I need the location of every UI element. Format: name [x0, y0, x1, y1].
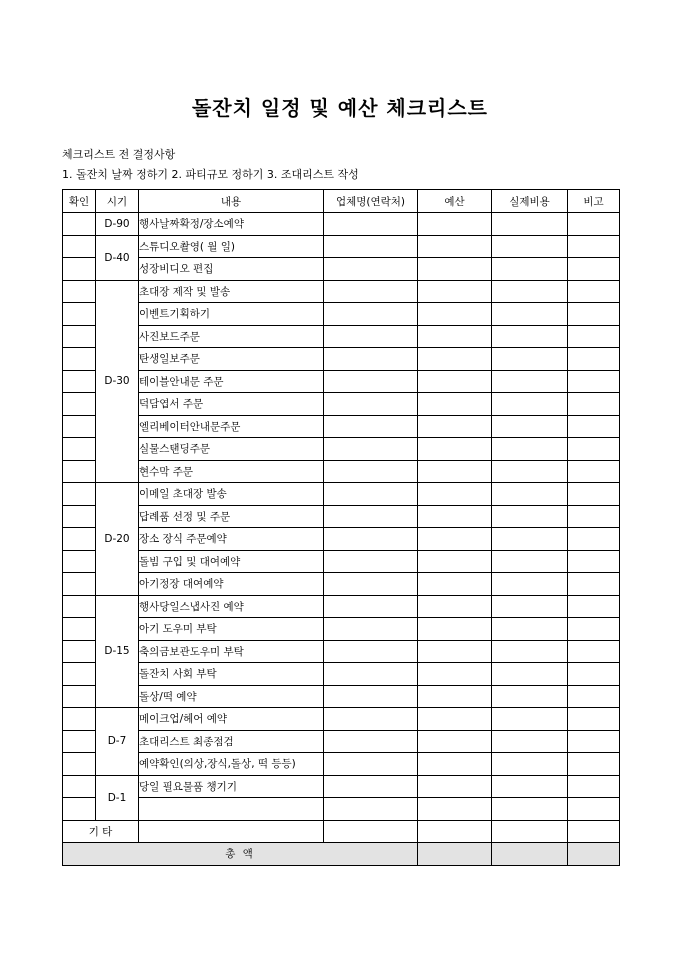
check-cell[interactable]: [63, 213, 96, 236]
check-cell[interactable]: [63, 235, 96, 258]
vendor-cell[interactable]: [324, 618, 418, 641]
budget-cell[interactable]: [418, 348, 492, 371]
vendor-cell[interactable]: [324, 348, 418, 371]
check-cell[interactable]: [63, 370, 96, 393]
actual-cell[interactable]: [492, 663, 568, 686]
task-cell[interactable]: [139, 820, 324, 843]
actual-cell[interactable]: [492, 798, 568, 821]
table-row: [63, 685, 620, 708]
budget-cell[interactable]: [418, 415, 492, 438]
actual-cell[interactable]: [492, 595, 568, 618]
header-budget: 예산: [418, 190, 492, 213]
actual-cell[interactable]: [492, 753, 568, 776]
remarks-cell[interactable]: [568, 753, 620, 776]
remarks-cell[interactable]: [568, 303, 620, 326]
total-remarks-cell[interactable]: [568, 843, 620, 866]
budget-cell[interactable]: [418, 550, 492, 573]
table-row: [63, 325, 620, 348]
period-cell: D-90: [96, 213, 139, 236]
table-row: [63, 550, 620, 573]
actual-cell[interactable]: [492, 775, 568, 798]
budget-cell[interactable]: [418, 753, 492, 776]
header-remarks: 비고: [568, 190, 620, 213]
table-row: [63, 370, 620, 393]
remarks-cell[interactable]: [568, 640, 620, 663]
actual-cell[interactable]: [492, 303, 568, 326]
check-cell[interactable]: [63, 348, 96, 371]
remarks-cell[interactable]: [568, 685, 620, 708]
remarks-cell[interactable]: [568, 595, 620, 618]
vendor-cell[interactable]: [324, 258, 418, 281]
check-cell[interactable]: [63, 415, 96, 438]
task-cell: 엘리베이터안내문주문: [139, 415, 324, 438]
actual-cell[interactable]: [492, 505, 568, 528]
task-cell: 답례품 선정 및 주문: [139, 505, 324, 528]
task-cell: 성장비디오 편집: [139, 258, 324, 281]
check-cell[interactable]: [63, 618, 96, 641]
period-cell: D-30: [96, 280, 139, 483]
task-cell: 아기 도우미 부탁: [139, 618, 324, 641]
table-row: [63, 730, 620, 753]
remarks-cell[interactable]: [568, 573, 620, 596]
check-cell[interactable]: [63, 640, 96, 663]
vendor-cell[interactable]: [324, 438, 418, 461]
vendor-cell[interactable]: [324, 483, 418, 506]
actual-cell[interactable]: [492, 213, 568, 236]
remarks-cell[interactable]: [568, 258, 620, 281]
actual-cell[interactable]: [492, 550, 568, 573]
actual-cell[interactable]: [492, 280, 568, 303]
task-cell: 초대리스트 최종점검: [139, 730, 324, 753]
remarks-cell[interactable]: [568, 775, 620, 798]
checklist-table: [62, 189, 620, 866]
remarks-cell[interactable]: [568, 505, 620, 528]
table-row: [63, 708, 620, 731]
actual-cell[interactable]: [492, 370, 568, 393]
budget-cell[interactable]: [418, 280, 492, 303]
table-row: [63, 595, 620, 618]
table-row: [63, 798, 620, 821]
table-row: [63, 573, 620, 596]
remarks-cell[interactable]: [568, 550, 620, 573]
actual-cell[interactable]: [492, 573, 568, 596]
period-cell-etc: 기 타: [63, 820, 139, 843]
table-row: [63, 483, 620, 506]
task-cell: 실물스탠딩주문: [139, 438, 324, 461]
budget-cell[interactable]: [418, 438, 492, 461]
budget-cell[interactable]: [418, 708, 492, 731]
table-row: [63, 213, 620, 236]
check-cell[interactable]: [63, 258, 96, 281]
table-row: [63, 415, 620, 438]
task-cell: 돌빔 구입 및 대여예약: [139, 550, 324, 573]
budget-cell[interactable]: [418, 663, 492, 686]
period-cell: D-15: [96, 595, 139, 708]
remarks-cell[interactable]: [568, 528, 620, 551]
header-row: [63, 190, 620, 213]
remarks-cell[interactable]: [568, 798, 620, 821]
task-cell[interactable]: [139, 798, 324, 821]
vendor-cell[interactable]: [324, 775, 418, 798]
budget-cell[interactable]: [418, 528, 492, 551]
vendor-cell[interactable]: [324, 213, 418, 236]
pre-decision-heading: 체크리스트 전 결정사항: [62, 148, 176, 161]
remarks-cell[interactable]: [568, 415, 620, 438]
vendor-cell[interactable]: [324, 528, 418, 551]
budget-cell[interactable]: [418, 775, 492, 798]
table-row: [63, 618, 620, 641]
vendor-cell[interactable]: [324, 640, 418, 663]
check-cell[interactable]: [63, 303, 96, 326]
check-cell[interactable]: [63, 280, 96, 303]
table-row: [63, 258, 620, 281]
check-cell[interactable]: [63, 528, 96, 551]
task-cell: 돌상/떡 예약: [139, 685, 324, 708]
total-budget-cell[interactable]: [418, 843, 492, 866]
task-cell: 메이크업/헤어 예약: [139, 708, 324, 731]
budget-cell[interactable]: [418, 685, 492, 708]
task-cell: 현수막 주문: [139, 460, 324, 483]
actual-cell[interactable]: [492, 618, 568, 641]
task-cell: 덕담엽서 주문: [139, 393, 324, 416]
remarks-cell[interactable]: [568, 483, 620, 506]
budget-cell[interactable]: [418, 235, 492, 258]
vendor-cell[interactable]: [324, 708, 418, 731]
header-time: 시기: [96, 190, 139, 213]
table-row: [63, 235, 620, 258]
table-row: [63, 820, 620, 843]
check-cell[interactable]: [63, 550, 96, 573]
header-vendor: 업체명(연락처): [324, 190, 418, 213]
budget-cell[interactable]: [418, 460, 492, 483]
table-row: [63, 663, 620, 686]
vendor-cell[interactable]: [324, 573, 418, 596]
vendor-cell[interactable]: [324, 685, 418, 708]
check-cell[interactable]: [63, 483, 96, 506]
remarks-cell[interactable]: [568, 438, 620, 461]
vendor-cell[interactable]: [324, 820, 418, 843]
table-row: [63, 753, 620, 776]
period-cell: D-1: [96, 775, 139, 820]
check-cell[interactable]: [63, 460, 96, 483]
task-cell: 당일 필요물품 챙기기: [139, 775, 324, 798]
remarks-cell[interactable]: [568, 663, 620, 686]
task-cell: 이벤트기획하기: [139, 303, 324, 326]
remarks-cell[interactable]: [568, 213, 620, 236]
vendor-cell[interactable]: [324, 595, 418, 618]
check-cell[interactable]: [63, 663, 96, 686]
actual-cell[interactable]: [492, 348, 568, 371]
total-label: 총 액: [63, 843, 418, 866]
task-cell: 아기정장 대여예약: [139, 573, 324, 596]
budget-cell[interactable]: [418, 595, 492, 618]
task-cell: 테이블안내문 주문: [139, 370, 324, 393]
vendor-cell[interactable]: [324, 550, 418, 573]
check-cell[interactable]: [63, 595, 96, 618]
remarks-cell[interactable]: [568, 820, 620, 843]
actual-cell[interactable]: [492, 460, 568, 483]
vendor-cell[interactable]: [324, 753, 418, 776]
remarks-cell[interactable]: [568, 235, 620, 258]
check-cell[interactable]: [63, 393, 96, 416]
vendor-cell[interactable]: [324, 235, 418, 258]
vendor-cell[interactable]: [324, 730, 418, 753]
actual-cell[interactable]: [492, 235, 568, 258]
actual-cell[interactable]: [492, 528, 568, 551]
table-row: [63, 460, 620, 483]
budget-cell[interactable]: [418, 573, 492, 596]
table-row: [63, 280, 620, 303]
table-row: [63, 640, 620, 663]
task-cell: 이메일 초대장 발송: [139, 483, 324, 506]
check-cell[interactable]: [63, 438, 96, 461]
actual-cell[interactable]: [492, 640, 568, 663]
vendor-cell[interactable]: [324, 663, 418, 686]
check-cell[interactable]: [63, 775, 96, 798]
budget-cell[interactable]: [418, 213, 492, 236]
task-cell: 축의금보관도우미 부탁: [139, 640, 324, 663]
remarks-cell[interactable]: [568, 370, 620, 393]
header-check: 확인: [63, 190, 96, 213]
budget-cell[interactable]: [418, 393, 492, 416]
vendor-cell[interactable]: [324, 460, 418, 483]
actual-cell[interactable]: [492, 820, 568, 843]
check-cell[interactable]: [63, 505, 96, 528]
vendor-cell[interactable]: [324, 325, 418, 348]
check-cell[interactable]: [63, 708, 96, 731]
budget-cell[interactable]: [418, 640, 492, 663]
budget-cell[interactable]: [418, 798, 492, 821]
task-cell: 스튜디오촬영( 월 일): [139, 235, 324, 258]
remarks-cell[interactable]: [568, 348, 620, 371]
table-row: [63, 528, 620, 551]
vendor-cell[interactable]: [324, 393, 418, 416]
period-cell: D-20: [96, 483, 139, 596]
total-row: [63, 843, 620, 866]
table-row: [63, 303, 620, 326]
table-row: [63, 438, 620, 461]
total-actual-cell[interactable]: [492, 843, 568, 866]
remarks-cell[interactable]: [568, 618, 620, 641]
header-content: 내용: [139, 190, 324, 213]
remarks-cell[interactable]: [568, 393, 620, 416]
budget-cell[interactable]: [418, 505, 492, 528]
budget-cell[interactable]: [418, 618, 492, 641]
period-cell: D-40: [96, 235, 139, 280]
table-row: [63, 393, 620, 416]
page-title: 돌잔치 일정 및 예산 체크리스트: [191, 96, 488, 120]
vendor-cell[interactable]: [324, 303, 418, 326]
remarks-cell[interactable]: [568, 730, 620, 753]
table-row: [63, 505, 620, 528]
vendor-cell[interactable]: [324, 415, 418, 438]
vendor-cell[interactable]: [324, 798, 418, 821]
pre-decision-list: 1. 돌잔치 날짜 정하기 2. 파티규모 정하기 3. 조대리스트 작성: [62, 168, 359, 181]
table-row: [63, 348, 620, 371]
remarks-cell[interactable]: [568, 325, 620, 348]
budget-cell[interactable]: [418, 483, 492, 506]
task-cell: 행사당일스냅사진 예약: [139, 595, 324, 618]
actual-cell[interactable]: [492, 438, 568, 461]
check-cell[interactable]: [63, 753, 96, 776]
actual-cell[interactable]: [492, 708, 568, 731]
check-cell[interactable]: [63, 730, 96, 753]
check-cell[interactable]: [63, 325, 96, 348]
period-cell: D-7: [96, 708, 139, 776]
actual-cell[interactable]: [492, 730, 568, 753]
actual-cell[interactable]: [492, 325, 568, 348]
task-cell: 사진보드주문: [139, 325, 324, 348]
task-cell: 돌잔치 사회 부탁: [139, 663, 324, 686]
actual-cell[interactable]: [492, 483, 568, 506]
task-cell: 장소 장식 주문예약: [139, 528, 324, 551]
remarks-cell[interactable]: [568, 280, 620, 303]
remarks-cell[interactable]: [568, 708, 620, 731]
vendor-cell[interactable]: [324, 370, 418, 393]
table-row: [63, 775, 620, 798]
task-cell: 초대장 제작 및 발송: [139, 280, 324, 303]
header-actual: 실제비용: [492, 190, 568, 213]
check-cell[interactable]: [63, 798, 96, 821]
vendor-cell[interactable]: [324, 280, 418, 303]
budget-cell[interactable]: [418, 820, 492, 843]
task-cell: 행사날짜확정/장소예약: [139, 213, 324, 236]
actual-cell[interactable]: [492, 393, 568, 416]
budget-cell[interactable]: [418, 730, 492, 753]
budget-cell[interactable]: [418, 370, 492, 393]
check-cell[interactable]: [63, 685, 96, 708]
task-cell: 탄생일보주문: [139, 348, 324, 371]
vendor-cell[interactable]: [324, 505, 418, 528]
actual-cell[interactable]: [492, 685, 568, 708]
budget-cell[interactable]: [418, 303, 492, 326]
budget-cell[interactable]: [418, 258, 492, 281]
check-cell[interactable]: [63, 573, 96, 596]
task-cell: 예약확인(의상,장식,돌상, 떡 등등): [139, 753, 324, 776]
budget-cell[interactable]: [418, 325, 492, 348]
remarks-cell[interactable]: [568, 460, 620, 483]
actual-cell[interactable]: [492, 415, 568, 438]
actual-cell[interactable]: [492, 258, 568, 281]
